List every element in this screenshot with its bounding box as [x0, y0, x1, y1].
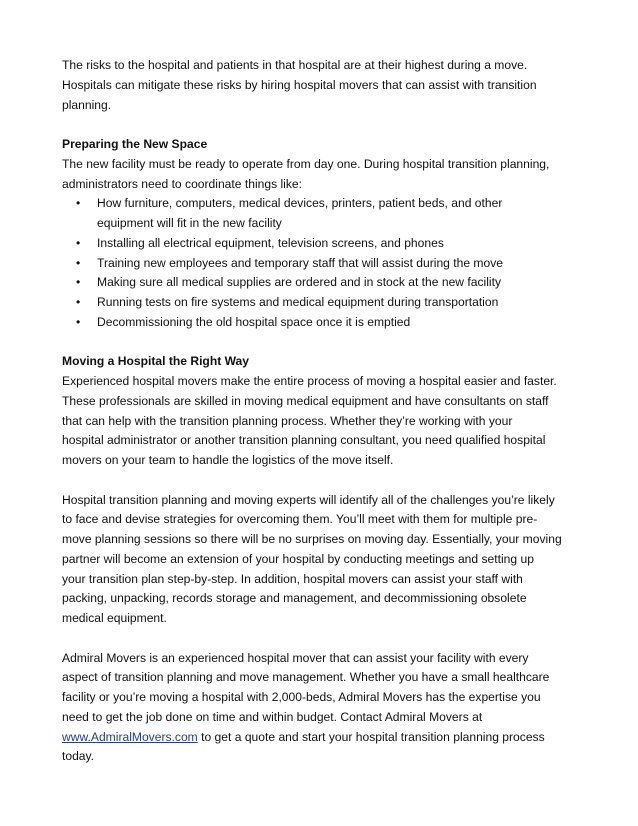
paragraph-line: Hospital transition planning and moving experts will identify all of the challenges you’re likely [62, 492, 555, 507]
paragraph-line: The new facility must be ready to operate from day one. During hospital transition planning, [62, 156, 550, 171]
paragraph-line: medical equipment. [62, 611, 167, 625]
bullet-item [62, 273, 582, 293]
bullet-text: Decommissioning the old hospital space once it is emptied [97, 314, 411, 329]
paragraph-line: your transition plan step-by-step. In addition, hospital movers can assist your staff with [62, 571, 523, 586]
paragraph-line [62, 728, 582, 748]
bullet-icon: • [76, 295, 81, 309]
bullet-text: Training new employees and temporary staff that will assist during the move [97, 255, 504, 270]
section-heading: Preparing the New Space [62, 137, 208, 151]
spacer [62, 629, 582, 649]
bullet-text: How furniture, computers, medical devices, printers, patient beds, and other [97, 196, 503, 211]
bullet-text: Installing all electrical equipment, television screens, and phones [97, 235, 444, 250]
paragraph [62, 491, 582, 629]
section-preparing [62, 135, 582, 333]
spacer [62, 333, 582, 353]
website-link[interactable]: www.AdmiralMovers.com [62, 729, 198, 744]
document-page [62, 56, 582, 767]
bullet-icon: • [76, 196, 81, 211]
paragraph [62, 372, 582, 471]
bullet-item [62, 254, 582, 274]
paragraph [62, 649, 582, 768]
paragraph-line: partner will become an extension of your hospital by conducting meetings and setting up [62, 551, 534, 566]
bullet-item [62, 194, 582, 234]
paragraph-line: Admiral Movers is an experienced hospital mover that can assist your facility with every [62, 650, 529, 665]
paragraph-line: need to get the job done on time and within budget. Contact Admiral Movers at [62, 709, 483, 724]
paragraph-line: to face and devise strategies for overcoming them. You’ll meet with them for multiple pre- [62, 512, 538, 527]
bullet-icon: • [76, 255, 81, 270]
paragraph-line: move planning sessions so there will be no surprises on moving day. Essentially, your moving [62, 532, 562, 546]
bullet-icon: • [76, 314, 81, 329]
paragraph-line: administrators need to coordinate things like: [62, 176, 302, 191]
spacer [62, 115, 582, 135]
paragraph-line: hospital administrator or another transition planning consultant, you need qualified hospital [62, 433, 546, 448]
intro-line: planning. [62, 97, 112, 112]
bullet-text: Making sure all medical supplies are ordered and in stock at the new facility [97, 275, 502, 290]
spacer [62, 471, 582, 491]
paragraph-line: aspect of transition planning and move management. Whether you have a small healthcare [62, 670, 550, 685]
intro-line: The risks to the hospital and patients in that hospital are at their highest during a move. [62, 58, 528, 72]
paragraph-line: Experienced hospital movers make the entire process of moving a hospital easier and faster. [62, 374, 557, 388]
intro-line: Hospitals can mitigate these risks by hiring hospital movers that can assist with transition [62, 77, 537, 92]
paragraph-line: facility or you’re moving a hospital with 2,000-beds, Admiral Movers has the expertise you [62, 690, 541, 704]
paragraph-line: packing, unpacking, records storage and management, and decommissioning obsolete [62, 591, 527, 606]
bullet-text: equipment will fit in the new facility [97, 216, 282, 230]
link-trailing-text: to get a quote and start your hospital transition planning process [197, 729, 545, 744]
paragraph-line: today. [62, 749, 95, 764]
bullet-icon: • [76, 275, 81, 290]
paragraph-line: These professionals are skilled in moving medical equipment and have consultants on staff [62, 393, 549, 408]
bullet-icon: • [76, 235, 81, 250]
section-heading: Moving a Hospital the Right Way [62, 354, 250, 369]
paragraph-line: movers on your team to handle the logistics of the move itself. [62, 453, 394, 467]
section-moving [62, 352, 582, 767]
paragraph-line: that can help with the transition planning process. Whether they’re working with your [62, 413, 513, 428]
bullet-item [62, 313, 582, 333]
intro-paragraph [62, 56, 582, 115]
bullet-list [62, 194, 582, 332]
bullet-text: Running tests on fire systems and medical equipment during transportation [97, 295, 499, 309]
bullet-item [62, 234, 582, 254]
bullet-item [62, 293, 582, 313]
